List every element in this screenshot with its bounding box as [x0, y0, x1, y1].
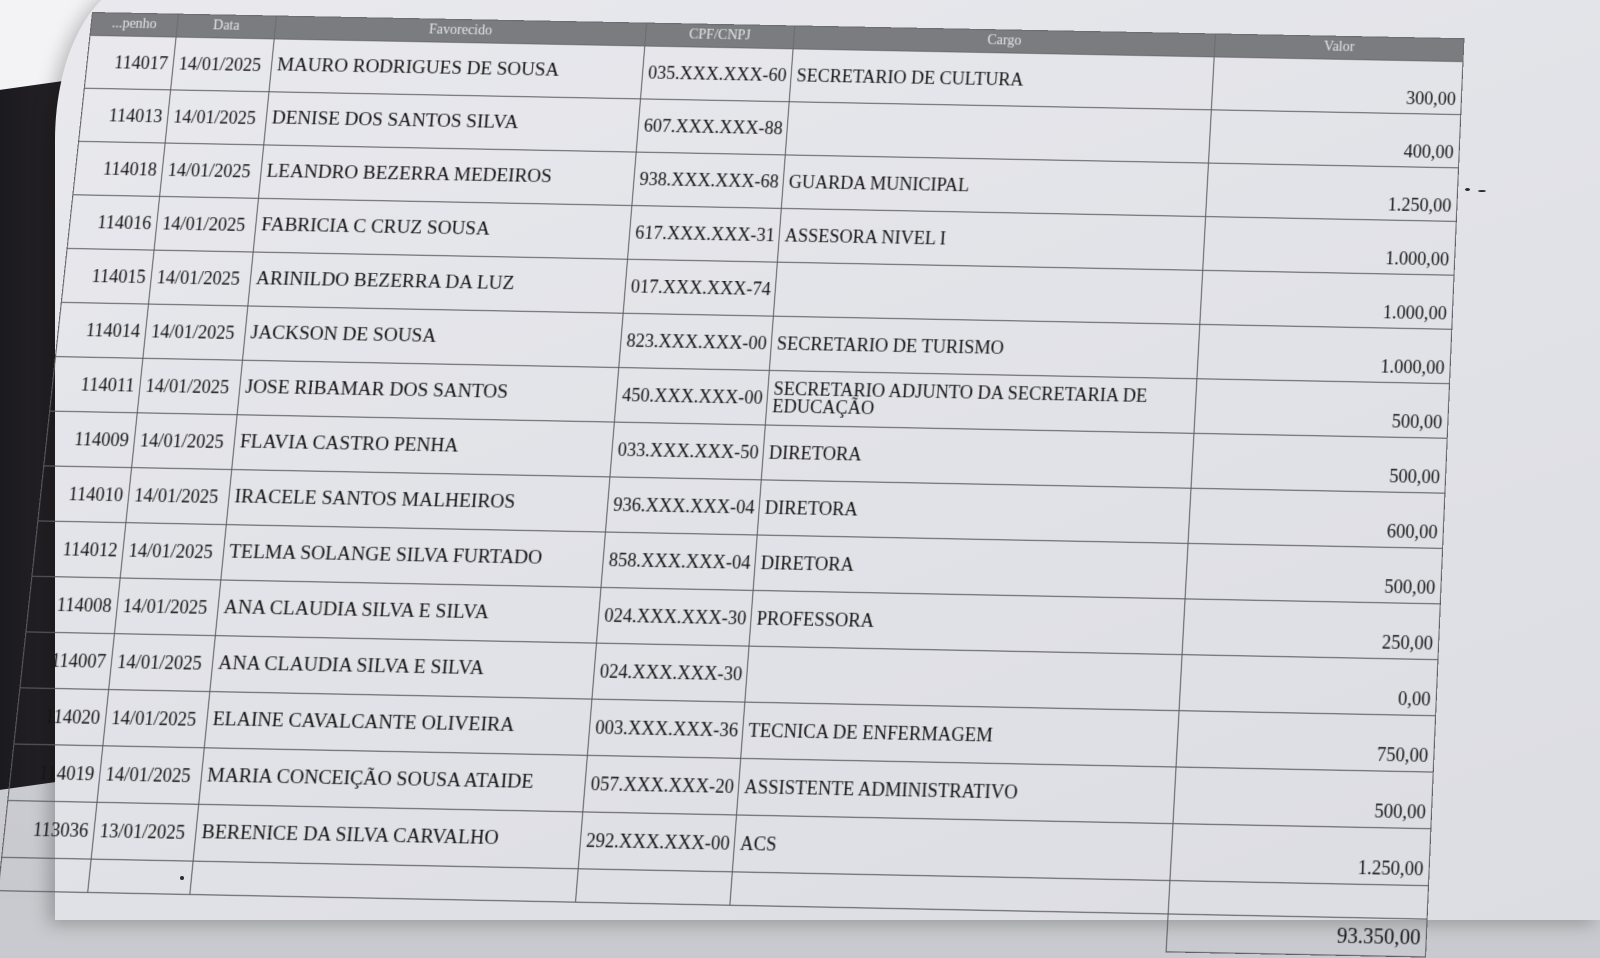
- cell-cpf: 607.XXX.XXX-88: [636, 99, 789, 155]
- cell-valor: 500,00: [1185, 543, 1443, 603]
- cell-valor: 1.000,00: [1200, 270, 1454, 329]
- cell-empenho: 114008: [26, 576, 120, 633]
- cell-valor: 500,00: [1173, 767, 1433, 829]
- cell-valor: 1.000,00: [1197, 324, 1452, 383]
- cell-cpf: 017.XXX.XXX-74: [623, 259, 777, 316]
- paper-speck: [1465, 188, 1470, 191]
- cell-cpf: 858.XXX.XXX-04: [601, 532, 757, 590]
- cell-cpf: 936.XXX.XXX-04: [605, 477, 761, 535]
- header-cargo: Cargo: [793, 26, 1215, 57]
- cell-data: 14/01/2025: [165, 90, 269, 145]
- header-data: Data: [176, 14, 276, 39]
- cell-data: 14/01/2025: [154, 196, 258, 252]
- cell-cargo: DIRETORA: [761, 425, 1194, 488]
- total-value: 93.350,00: [1166, 914, 1427, 957]
- cell-empenho: 114010: [38, 466, 132, 523]
- cell-empenho: 113036: [2, 801, 97, 860]
- table-body: [0, 35, 1463, 957]
- cell-cpf: 450.XXX.XXX-00: [614, 368, 769, 425]
- cell-cargo: [773, 262, 1202, 324]
- cell-cpf: 617.XXX.XXX-31: [628, 206, 782, 263]
- cell-empenho: 114019: [8, 744, 103, 802]
- paper-speck: [1478, 190, 1486, 192]
- cell-favorecido: IRACELE SANTOS MALHEIROS: [226, 470, 610, 532]
- cell-favorecido: ANA CLAUDIA SILVA E SILVA: [215, 580, 601, 643]
- cell-data: 13/01/2025: [91, 802, 199, 861]
- cell-cargo: DIRETORA: [757, 480, 1191, 544]
- cell-empenho: 114018: [73, 141, 165, 196]
- cell-cargo: PROFESSORA: [749, 590, 1185, 654]
- cell-cargo: [745, 646, 1182, 711]
- header-valor: Valor: [1214, 34, 1464, 62]
- cell-valor: 500,00: [1194, 379, 1450, 439]
- cell-data: 14/01/2025: [137, 358, 242, 414]
- cell-empenho: 114016: [67, 195, 160, 250]
- cell-empenho: 114009: [44, 411, 138, 467]
- cell-empenho: 114014: [55, 302, 148, 358]
- payments-table-wrapper: [0, 12, 1463, 958]
- cell-data: 14/01/2025: [148, 250, 253, 306]
- cell-valor: 1.250,00: [1170, 824, 1431, 886]
- cell-favorecido: MARIA CONCEIÇÃO SOUSA ATAIDE: [199, 748, 588, 812]
- cell-cpf: 024.XXX.XXX-30: [592, 643, 749, 702]
- cell-empenho: 114015: [61, 248, 154, 304]
- cell-data: 14/01/2025: [126, 468, 232, 525]
- cell-cargo: DIRETORA: [753, 535, 1188, 599]
- cell-data: 14/01/2025: [171, 37, 275, 92]
- header-cpf: CPF/CNPJ: [645, 23, 795, 49]
- cell-cargo: [785, 102, 1211, 163]
- cell-favorecido: DENISE DOS SANTOS SILVA: [264, 92, 641, 152]
- payments-table: [0, 12, 1464, 958]
- cell-favorecido: ELAINE CAVALCANTE OLIVEIRA: [204, 692, 592, 756]
- cell-favorecido: TELMA SOLANGE SILVA FURTADO: [221, 525, 606, 588]
- cell-cpf: 035.XXX.XXX-60: [641, 46, 794, 102]
- cell-data: 14/01/2025: [160, 143, 264, 198]
- cell-empenho: 114017: [84, 35, 176, 90]
- cell-data: 14/01/2025: [97, 746, 204, 805]
- cell-data: 14/01/2025: [132, 413, 238, 470]
- cell-cpf: 024.XXX.XXX-30: [596, 587, 753, 646]
- cell-cpf: 292.XXX.XXX-00: [578, 812, 736, 872]
- cell-data: 14/01/2025: [114, 578, 220, 636]
- cell-data: 14/01/2025: [103, 690, 210, 748]
- cell-cargo: ASSESORA NIVEL I: [777, 208, 1205, 270]
- blank-cell: [88, 859, 193, 894]
- cell-cargo: SECRETARIO ADJUNTO DA SECRETARIA DE EDUCAÇÃO: [765, 370, 1197, 433]
- cell-cargo: GUARDA MUNICIPAL: [781, 155, 1208, 217]
- cell-cpf: 003.XXX.XXX-36: [587, 699, 744, 758]
- cell-empenho: 114012: [32, 521, 126, 578]
- cell-valor: 600,00: [1188, 488, 1445, 548]
- cell-valor: 0,00: [1179, 655, 1438, 716]
- cell-favorecido: FABRICIA C CRUZ SOUSA: [253, 198, 632, 259]
- cell-favorecido: FLAVIA CASTRO PENHA: [232, 415, 615, 477]
- cell-favorecido: BERENICE DA SILVA CARVALHO: [193, 804, 583, 868]
- cell-empenho: 114007: [20, 632, 115, 690]
- cell-data: 14/01/2025: [109, 634, 216, 692]
- paper-speck: [180, 876, 184, 880]
- cell-valor: 750,00: [1176, 711, 1436, 772]
- cell-valor: 500,00: [1191, 433, 1447, 493]
- cell-empenho: 114013: [79, 88, 171, 143]
- header-favorecido: Favorecido: [274, 16, 646, 46]
- cell-cargo: SECRETARIO DE TURISMO: [769, 316, 1199, 379]
- cell-empenho: 114020: [14, 688, 109, 746]
- blank-cell: [576, 869, 733, 905]
- cell-valor: 300,00: [1211, 57, 1463, 115]
- header-empenho: ...penho: [90, 13, 178, 38]
- blank-cell: [1168, 881, 1428, 920]
- cell-valor: 400,00: [1208, 110, 1460, 168]
- cell-cpf: 938.XXX.XXX-68: [632, 152, 785, 208]
- cell-empenho: 114011: [50, 357, 143, 413]
- cell-favorecido: JOSE RIBAMAR DOS SANTOS: [237, 360, 619, 422]
- cell-cargo: TECNICA DE ENFERMAGEM: [741, 702, 1179, 767]
- cell-valor: 1.000,00: [1203, 217, 1457, 276]
- cell-cargo: ASSISTENTE ADMINISTRATIVO: [737, 758, 1177, 823]
- cell-favorecido: ARINILDO BEZERRA DA LUZ: [248, 252, 628, 313]
- cell-cpf: 057.XXX.XXX-20: [583, 755, 741, 815]
- cell-favorecido: JACKSON DE SOUSA: [243, 306, 624, 368]
- cell-cargo: ACS: [732, 815, 1173, 881]
- cell-cargo: SECRETARIO DE CULTURA: [789, 49, 1214, 110]
- cell-valor: 250,00: [1182, 599, 1440, 660]
- cell-cpf: 033.XXX.XXX-50: [610, 422, 765, 480]
- cell-favorecido: MAURO RODRIGUES DE SOUSA: [269, 39, 645, 99]
- cell-cpf: 823.XXX.XXX-00: [619, 313, 774, 370]
- cell-data: 14/01/2025: [143, 304, 248, 360]
- cell-favorecido: LEANDRO BEZERRA MEDEIROS: [258, 145, 636, 206]
- blank-cell: [0, 857, 91, 892]
- cell-favorecido: ANA CLAUDIA SILVA E SILVA: [210, 636, 597, 699]
- cell-valor: 1.250,00: [1206, 163, 1459, 221]
- cell-data: 14/01/2025: [120, 523, 226, 580]
